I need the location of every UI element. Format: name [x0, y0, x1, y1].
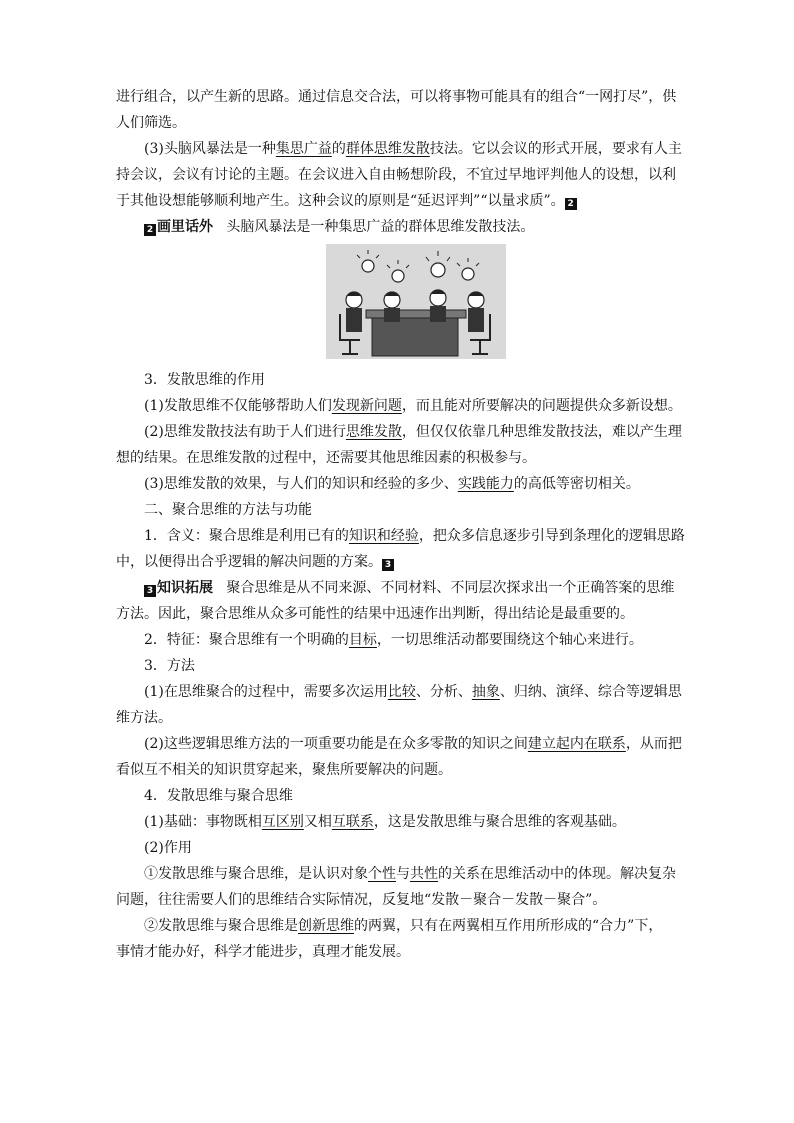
underlined-term: 实践能力 — [457, 476, 514, 492]
text: ①发散思维与聚合思维，是认识对象 — [144, 866, 368, 882]
underlined-term: 建立起内在联系 — [527, 736, 626, 752]
text: (3)思维发散的效果，与人们的知识和经验的多少、 — [144, 476, 458, 492]
text: ，但仅仅依靠几种思维发散技法，难以产生理 — [401, 424, 682, 440]
paragraph-line — [116, 397, 682, 415]
text: 的 — [331, 141, 346, 157]
note-line — [116, 218, 682, 236]
underlined-term: 个性 — [368, 866, 396, 882]
text: 与 — [396, 866, 410, 882]
text: 的高低等密切相关。 — [513, 476, 640, 492]
text: (2)这些逻辑思维方法的一项重要功能是在众多零散的知识之间 — [144, 736, 528, 752]
paragraph-line — [116, 813, 682, 831]
paragraph-line — [116, 683, 682, 701]
paragraph-line — [116, 423, 682, 441]
section-heading: 二、聚合思维的方法与功能 — [144, 502, 312, 518]
paragraph-line — [116, 631, 682, 649]
text: 、归纳、演绎、综合等逻辑思 — [499, 684, 682, 700]
text: 技法。它以会议的形式开展，要求有人主 — [429, 141, 682, 157]
paragraph-line — [116, 527, 685, 545]
paragraph-line: (2)作用 — [144, 840, 192, 856]
note-line: 方法。因此，聚合思维从众多可能性的结果中迅速作出判断，得出结论是最重要的。 — [116, 606, 634, 622]
underlined-term: 群体思维发散 — [345, 141, 430, 157]
document-page — [116, 88, 685, 969]
section-heading: 4．发散思维与聚合思维 — [144, 788, 293, 804]
paragraph-line — [116, 917, 682, 935]
text: (1)发散思维不仅能够帮助人们 — [144, 398, 332, 414]
section-heading: 3．发散思维的作用 — [144, 372, 265, 388]
paragraph-line: 想的结果。在思维发散的过程中，还需要其他思维因素的积极参与。 — [116, 450, 536, 466]
text: ②发散思维与聚合思维是 — [144, 918, 298, 934]
text: (1)在思维聚合的过程中，需要多次运用 — [144, 684, 388, 700]
text: 的关系在思维活动中的体现。解决复杂 — [438, 866, 676, 882]
underlined-term: 知识和经验 — [348, 528, 419, 544]
note-label: 画里话外 — [157, 219, 213, 235]
text: ，这是发散思维与聚合思维的客观基础。 — [373, 814, 626, 830]
note-marker: 3 — [382, 559, 394, 571]
paragraph-line — [116, 735, 682, 753]
note-marker: 3 — [144, 585, 156, 597]
text: 中，以便得出合乎逻辑的解决问题的方案。 — [116, 554, 382, 570]
brainstorm-illustration — [326, 244, 506, 359]
text: ，从而把 — [625, 736, 682, 752]
underlined-term: 共性 — [410, 866, 438, 882]
note-marker: 2 — [565, 198, 577, 210]
paragraph-line — [116, 553, 682, 571]
text: 2．特征：聚合思维有一个明确的 — [144, 632, 349, 648]
paragraph-line: 看似互不相关的知识贯穿起来，聚焦所要解决的问题。 — [116, 762, 452, 778]
text: 于其他设想能够顺利地产生。这种会议的原则是“延迟评判”“以量求质”。 — [116, 193, 565, 209]
underlined-term: 创新思维 — [298, 918, 354, 934]
note-text: 聚合思维是从不同来源、不同材料、不同层次探求出一个正确答案的思维 — [226, 580, 675, 596]
note-marker: 2 — [144, 224, 156, 236]
underlined-term: 集思广益 — [275, 141, 332, 157]
underlined-term: 抽象 — [471, 684, 500, 700]
paragraph-line: 问题，往往需要人们的思维结合实际情况，反复地“发散－聚合－发散－聚合”。 — [116, 892, 607, 908]
text: 的两翼，只有在两翼相互作用所形成的“合力”下， — [354, 918, 663, 934]
note-label: 知识拓展 — [157, 580, 213, 596]
underlined-term: 思维发散 — [345, 424, 402, 440]
paragraph-line: 进行组合，以产生新的思路。通过信息交合法，可以将事物可能具有的组合“一网打尽”，供 — [116, 89, 677, 105]
text: (2)思维发散技法有助于人们进行 — [144, 424, 346, 440]
paragraph-line: 事情才能办好，科学才能进步，真理才能发展。 — [116, 944, 410, 960]
note-line — [116, 579, 682, 597]
text: ，一切思维活动都要围绕这个轴心来进行。 — [376, 632, 643, 648]
paragraph-line — [116, 475, 682, 493]
paragraph-line: 维方法。 — [116, 710, 172, 726]
text: 又相 — [303, 814, 332, 830]
note-text: 头脑风暴法是一种集思广益的群体思维发散技法。 — [226, 219, 535, 235]
underlined-term: 发现新问题 — [331, 398, 402, 414]
paragraph-line: 持会议，会议有讨论的主题。在会议进入自由畅想阶段，不宜过早地评判他人的设想，以利 — [116, 167, 676, 183]
text: (1)基础：事物既相 — [144, 814, 262, 830]
paragraph-line — [116, 192, 682, 210]
text: (3)头脑风暴法是一种 — [144, 141, 276, 157]
underlined-term: 互联系 — [331, 814, 374, 830]
text: ，把众多信息逐步引导到条理化的逻辑思路 — [418, 528, 685, 544]
underlined-term: 比较 — [387, 684, 416, 700]
paragraph-line — [116, 865, 682, 883]
paragraph-line — [116, 140, 682, 158]
text: 1．含义：聚合思维是利用已有的 — [144, 528, 349, 544]
section-heading: 3．方法 — [144, 658, 195, 674]
text: ，而且能对所要解决的问题提供众多新设想。 — [401, 398, 682, 414]
text: 、分析、 — [415, 684, 472, 700]
underlined-term: 目标 — [348, 632, 377, 648]
meeting-cartoon — [326, 244, 506, 359]
underlined-term: 互区别 — [261, 814, 304, 830]
paragraph-line: 人们筛选。 — [116, 115, 186, 131]
